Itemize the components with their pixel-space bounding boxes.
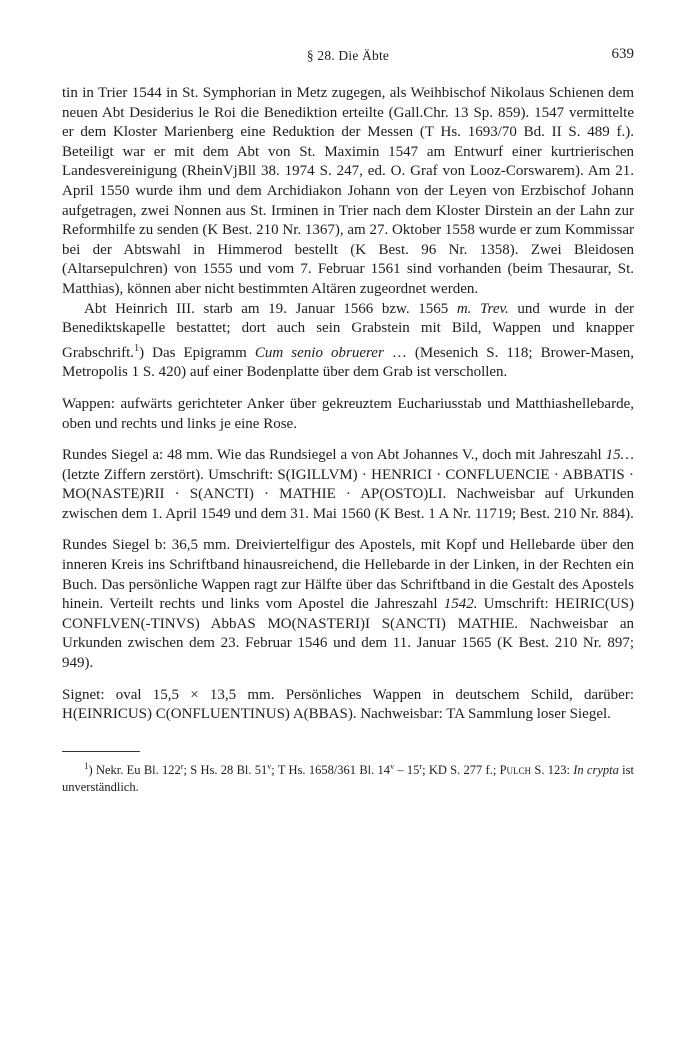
recto-mark: r bbox=[419, 761, 423, 771]
paragraph-seal-b bbox=[62, 536, 634, 673]
text-run: ) Nekr. Eu Bl. 122 bbox=[88, 762, 181, 777]
footnote bbox=[62, 758, 634, 796]
book-page bbox=[62, 44, 634, 796]
text-run: ; S Hs. 28 Bl. 51 bbox=[183, 762, 268, 777]
text-run: ) Das Epigramm bbox=[139, 344, 255, 361]
text-run: ist unverständlich. bbox=[62, 762, 634, 794]
italic-epigram: Cum senio obruerer bbox=[254, 344, 384, 361]
text-run: … (Mesenich S. 118; Brower-Masen, Metropolis 1 S. 420) auf einer Bodenplatte über dem Grab ist verschollen. bbox=[62, 344, 635, 381]
text-run: ; T Hs. 1658/361 Bl. 14 bbox=[271, 762, 391, 777]
italic-abbrev: m. Trev. bbox=[456, 300, 509, 317]
verso-mark: v bbox=[390, 761, 395, 771]
page-number: 639 bbox=[611, 46, 634, 62]
text-run: Abt Heinrich III. starb am 19. Januar 1566 bzw. 1565 bbox=[84, 300, 457, 317]
italic-quote: In crypta bbox=[573, 762, 619, 777]
footnote-reference: 1 bbox=[134, 342, 140, 354]
paragraph-1: tin in Trier 1544 in St. Symphorian in Metz zugegen, als Weihbischof Nikolaus Schienen dem neuen Abt Desiderius le Roi die Benediktion erteilte (Gall.Chr. 13 Sp. 859). 1547 vermittelte er dem Kloster Marienberg eine Reduktion der Messen (T Hs. 1693/70 Bd. II S. 489 f.). Beteiligt war er mit dem Abt von St. Maximin 1547 am Entwurf einer kurtrierischen Landesvereinigung (RheinVjBll 38. 1974 S. 247, ed. O. Graf von Looz-Corswarem). Am 21. April 1550 wurde ihm und dem Archidiakon Johann von der Leyen von Erzbischof Johann aufgetragen, zwei Nonnen aus St. Irminen in Trier nach dem Kloster Dirstein an der Lahn zur Reformhilfe zu senden (K Best. 210 Nr. 1367), am 27. Oktober 1558 wurde er zum Kommissar bei der Abtswahl in Himmerod bestellt (K Best. 96 Nr. 1358). Zwei Bleidosen (Altarsepulchren) von 1555 und vom 7. Februar 1561 sind vorhanden (beim Thesaurar, St. Matthias), können aber nicht bestimmten Altären zugeordnet werden. bbox=[62, 85, 634, 297]
paragraph-signet: Signet: oval 15,5 × 13,5 mm. Persönliches Wappen in deutschem Schild, darüber: H(EINRICUS) C(ONFLUENTINUS) A(BBAS). Nachweisbar: TA Sammlung loser Siegel. bbox=[62, 686, 634, 723]
text-run: Umschrift: HEIRIC(US) CONFLVEN(-TINVS) AbbAS MO(NASTERI)I S(ANCTI) MATHIE. Nachweisbar an Urkunden zwischen dem 23. Februar 1546 und dem 11. Januar 1565 (K Best. 210 Nr. 897; 949). bbox=[62, 596, 634, 672]
recto-mark: r bbox=[180, 761, 184, 771]
text-run: (letzte Ziffern zerstört). Umschrift: S(IGILLVM) · HENRICI · CONFLUENCIE · ABBATIS · MO(NASTE)RII · S(ANCTI) · MATHIE · AP(OSTO)LI. Nachweisbar auf Urkunden zwischen dem 1. April 1549 und dem 31. Mai 1560 (K Best. 1 A Nr. 11719; Best. 210 Nr. 884). bbox=[62, 466, 634, 522]
text-run: Rundes Siegel a: 48 mm. Wie das Rundsiegel a von Abt Johannes V., doch mit Jahreszahl bbox=[62, 447, 606, 464]
paragraph-seal-a bbox=[62, 446, 634, 524]
text-run: Rundes Siegel b: 36,5 mm. Dreiviertelfigur des Apostels, mit Kopf und Hellebarde über den inneren Kreis ins Schriftband hinausreichend, die Hellebarde in der Linken, in der Rechten ein Buch. Das persönliche Wappen ragt zur Hälfte über das Schriftband in die Gestalt des Apostels hinein. Verteilt rechts und links vom Apostel die Jahreszahl bbox=[62, 537, 634, 613]
text-run: S. 123: bbox=[531, 762, 574, 777]
verso-mark: v bbox=[267, 761, 272, 771]
italic-year: 1542. bbox=[443, 596, 478, 613]
italic-year: 15… bbox=[605, 447, 634, 464]
text-run: und wurde in der Benediktskapelle bestattet; dort auch sein Grabstein mit Bild, Wappen und knapper Grabschrift. bbox=[62, 300, 634, 361]
author-name: Pulch bbox=[499, 762, 532, 777]
paragraph-2 bbox=[62, 300, 634, 383]
running-header bbox=[62, 44, 634, 68]
main-text bbox=[62, 84, 634, 725]
text-run: – 15 bbox=[394, 762, 420, 777]
section-title: § 28. Die Äbte bbox=[306, 48, 390, 63]
footnote-divider bbox=[62, 751, 140, 752]
footnote-marker: 1 bbox=[84, 760, 89, 771]
paragraph-coat-of-arms: Wappen: aufwärts gerichteter Anker über gekreuztem Euchariusstab und Matthiashellebarde, oben und rechts und links je eine Rose. bbox=[62, 395, 634, 432]
text-run: ; KD S. 277 f.; bbox=[422, 762, 500, 777]
